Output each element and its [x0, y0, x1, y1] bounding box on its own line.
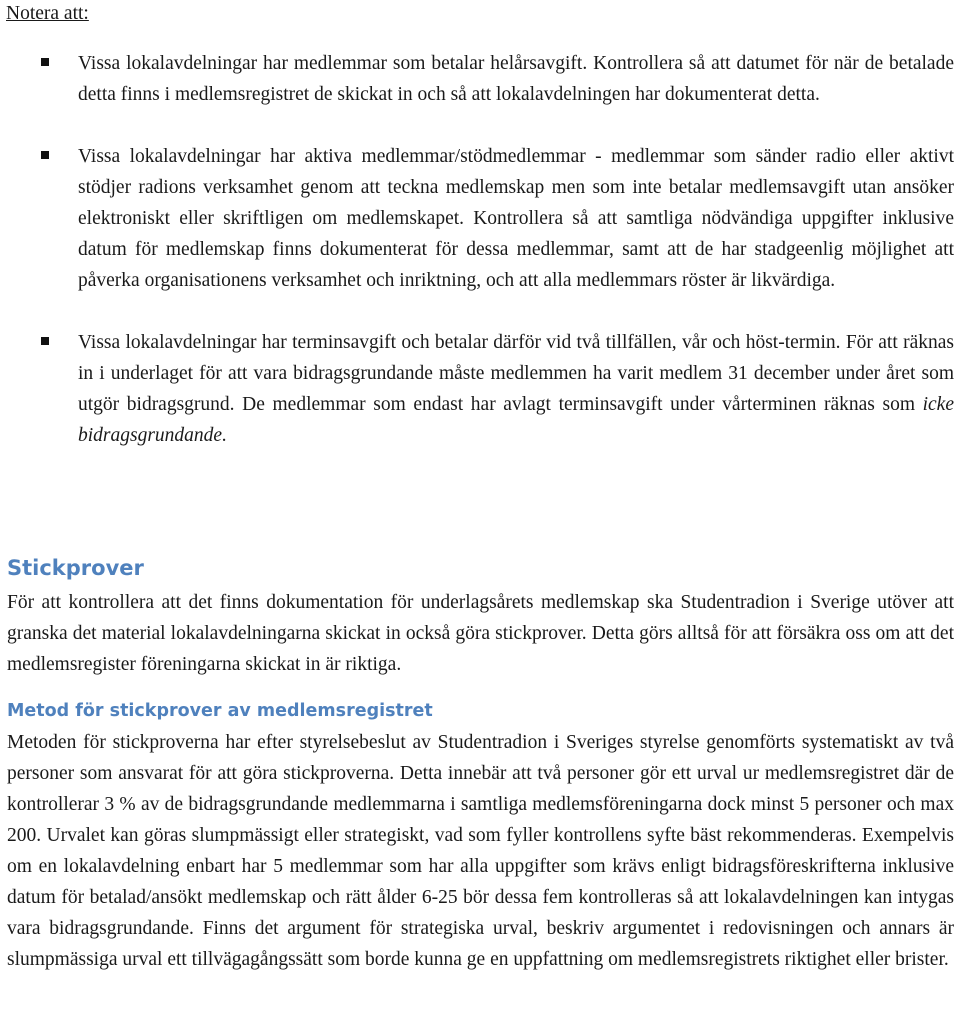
- bullet-text-main: Vissa lokalavdelningar har terminsavgift och betalar därför vid två tillfällen, vår och höst-termin. För att räknas in i underlaget för att vara bidragsgrundande måste medlemmen ha varit medlem 31 december under året som utgör bidragsgrund. De medlemmar som endast har avlagt terminsavgift under vårterminen räknas som: [78, 332, 954, 415]
- bullet-text: Vissa lokalavdelningar har medlemmar som betalar helårsavgift. Kontrollera så att datumet för när de betalade detta finns i medlemsregistret de skickat in och så att lokalavdelningen har dokumenterat detta.: [78, 53, 954, 105]
- note-bullet-list: [0, 48, 960, 451]
- section-heading-stickprover: Stickprover: [7, 556, 144, 580]
- list-item: [0, 327, 960, 451]
- square-bullet-icon: [41, 58, 49, 66]
- metod-paragraph: Metoden för stickproverna har efter styrelsebeslut av Studentradion i Sveriges styrelse genomförts systematiskt av två personer som ansvarat för att göra stickproverna. Detta innebär att två personer gör ett urval ur medlemsregistret där de kontrollerar 3 % av de bidragsgrundande medlemmarna i samtliga medlemsföreningarna dock minst 5 personer och max 200. Urvalet kan göras slumpmässigt eller strategiskt, vad som fyller kontrollens syfte bäst rekommenderas. Exempelvis om en lokalavdelning enbart har 5 medlemmar som har alla uppgifter som krävs enligt bidragsföreskrifterna inklusive datum för betalad/ansökt medlemskap och rätt ålder 6-25 bör dessa fem kontrolleras så att lokalavdelningen kan intygas vara bidragsgrundande. Finns det argument för strategiska urval, beskriv argumentet i redovisningen och annars är slumpmässiga urval ett tillvägagångssätt som borde kunna ge en uppfattning om medlemsregistrets riktighet eller brister.: [7, 732, 954, 970]
- square-bullet-icon: [41, 337, 49, 345]
- square-bullet-icon: [41, 151, 49, 159]
- list-item: [0, 141, 960, 296]
- stickprover-paragraph: För att kontrollera att det finns dokumentation för underlagsårets medlemskap ska Studentradion i Sverige utöver att granska det material lokalavdelningarna skickat in också göra stickprover. Detta görs alltså för att försäkra oss om att det medlemsregister föreningarna skickat in är riktiga.: [7, 592, 954, 675]
- list-item: [0, 48, 960, 110]
- bullet-text-italic: icke bidragsgrundande.: [78, 394, 954, 446]
- bullet-text: Vissa lokalavdelningar har aktiva medlemmar/stödmedlemmar - medlemmar som sänder radio eller aktivt stödjer radions verksamhet genom att teckna medlemskap men som inte betalar medlemsavgift utan ansöker elektroniskt eller skriftligen om medlemskapet. Kontrollera så att samtliga nödvändiga uppgifter inklusive datum för medlemskap finns dokumenterat för dessa medlemmar, samt att de har stadgeenlig möjlighet att påverka organisationens verksamhet och inriktning, och att alla medlemmars röster är likvärdiga.: [78, 146, 954, 291]
- bullet-text: [78, 327, 954, 451]
- note-title: Notera att:: [6, 3, 89, 24]
- section-heading-metod: Metod för stickprover av medlemsregistret: [7, 701, 433, 721]
